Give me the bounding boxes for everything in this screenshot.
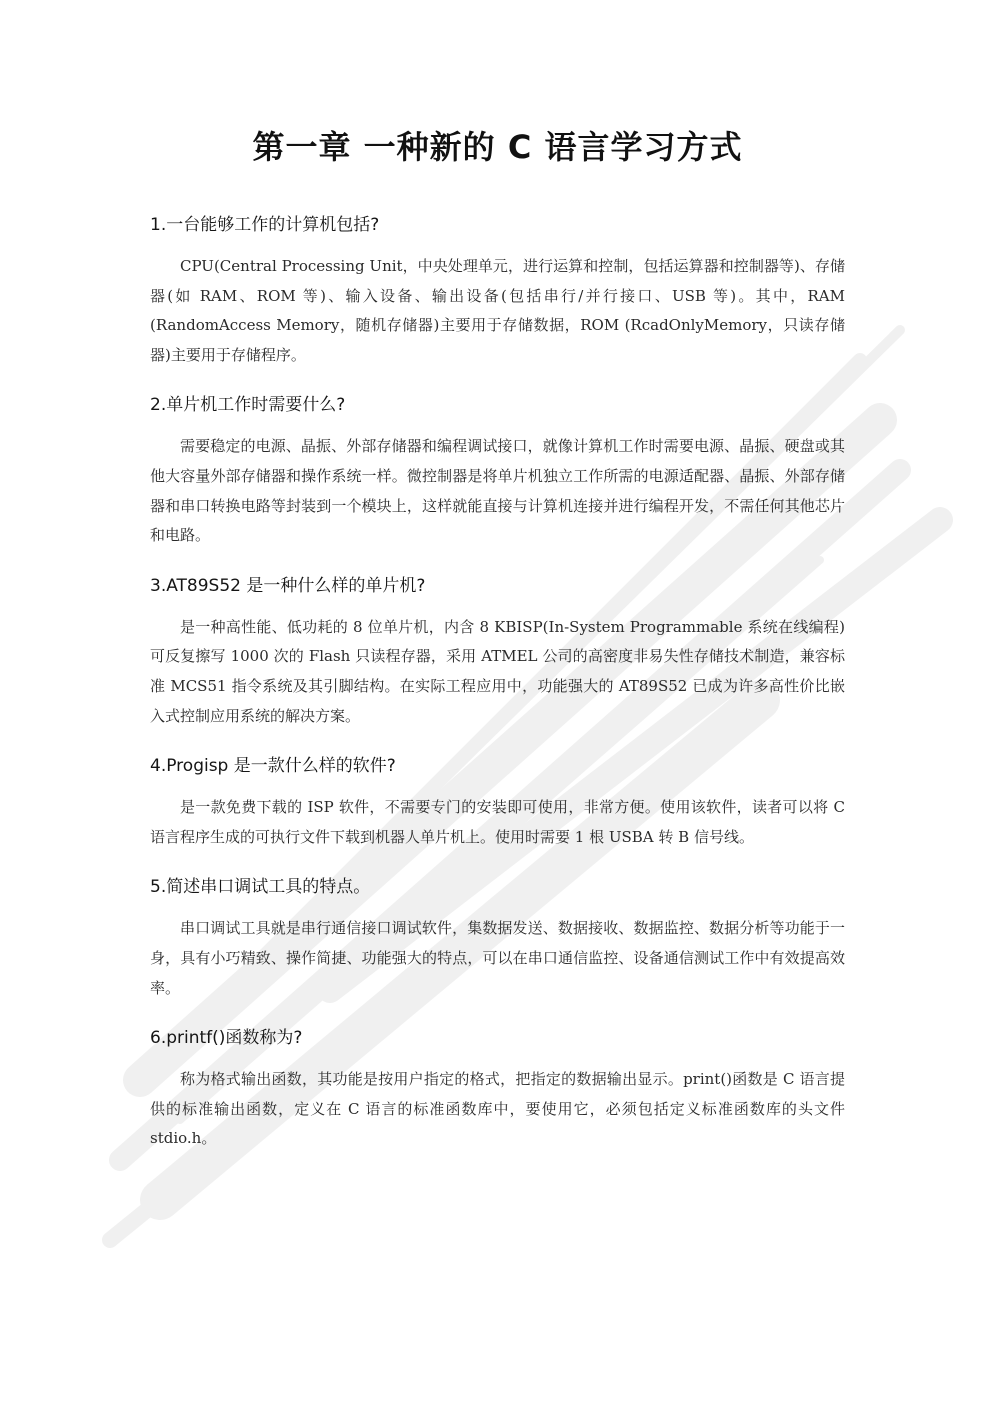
qa-section bbox=[150, 751, 845, 852]
qa-section bbox=[150, 571, 845, 731]
qa-section bbox=[150, 872, 845, 1003]
answer-paragraph: 是一种高性能、低功耗的 8 位单片机，内含 8 KBISP(In-System Programmable 系统在线编程)可反复擦写 1000 次的 Flash 只读程存器，采用 ATMEL 公司的高密度非易失性存储技术制造，兼容标准 MCS51 指令系统及其引脚结构。在实际工程应用中，功能强大的 AT89S52 已成为许多高性价比嵌入式控制应用系统的解决方案。 bbox=[150, 617, 845, 725]
qa-section bbox=[150, 1023, 845, 1154]
question-heading: 2.单片机工作时需要什么? bbox=[150, 395, 346, 416]
question-heading: 1.一台能够工作的计算机包括? bbox=[150, 215, 380, 235]
chapter-title: 第一章 一种新的 C 语言学习方式 bbox=[252, 128, 743, 166]
qa-section bbox=[150, 210, 845, 370]
question-heading: 6.printf()函数称为? bbox=[150, 1028, 303, 1049]
answer-paragraph: 是一款免费下载的 ISP 软件，不需要专门的安装即可使用，非常方便。使用该软件，读者可以将 C 语言程序生成的可执行文件下载到机器人单片机上。使用时需要 1 根 USBA 转 B 信号线。 bbox=[150, 798, 845, 846]
answer-paragraph: 称为格式输出函数，其功能是按用户指定的格式，把指定的数据输出显示。print()函数是 C 语言提供的标准输出函数，定义在 C 语言的标准函数库中，要使用它，必须包括定义标准函数库的头文件 stdio.h。 bbox=[150, 1070, 845, 1148]
document-content bbox=[150, 120, 845, 1174]
question-heading: 3.AT89S52 是一种什么样的单片机? bbox=[150, 575, 426, 596]
answer-paragraph: 需要稳定的电源、晶振、外部存储器和编程调试接口，就像计算机工作时需要电源、晶振、硬盘或其他大容量外部存储器和操作系统一样。微控制器是将单片机独立工作所需的电源适配器、晶振、外部存储器和串口转换电路等封装到一个模块上，这样就能直接与计算机连接并进行编程开发，不需任何其他芯片和电路。 bbox=[150, 437, 845, 545]
question-heading: 5.简述串口调试工具的特点。 bbox=[150, 877, 371, 898]
answer-paragraph: CPU(Central Processing Unit，中央处理单元，进行运算和控制，包括运算器和控制器等)、存储器(如 RAM、ROM 等)、输入设备、输出设备(包括串行/并行接口、USB 等)。其中，RAM (RandomAccess Memory，随机存储器)主要用于存储数据，ROM (RcadOnlyMemory，只读存储器)主要用于存储程序。 bbox=[150, 257, 845, 364]
qa-section bbox=[150, 390, 845, 550]
question-heading: 4.Progisp 是一款什么样的软件? bbox=[150, 756, 396, 777]
answer-paragraph: 串口调试工具就是串行通信接口调试软件，集数据发送、数据接收、数据监控、数据分析等功能于一身，具有小巧精致、操作简捷、功能强大的特点，可以在串口通信监控、设备通信测试工作中有效提高效率。 bbox=[150, 919, 845, 997]
